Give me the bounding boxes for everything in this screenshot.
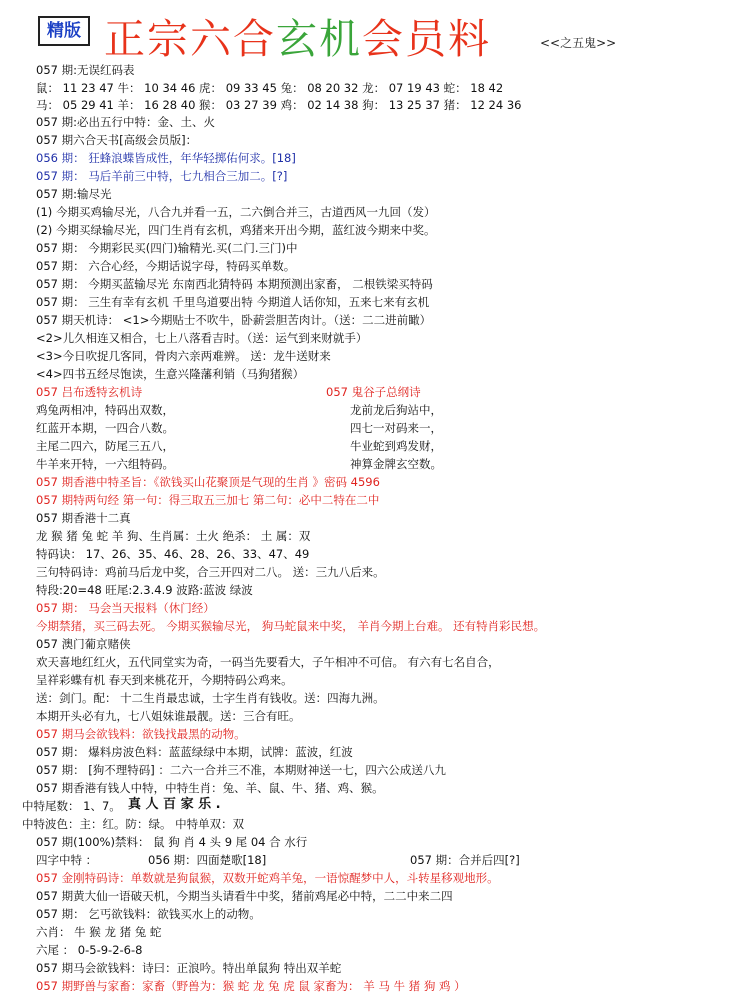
- text-line: 057 期： [狗不理特码] ：二六一合并三不准，本期财神送一七，四六公成送八九: [36, 763, 446, 777]
- text-line: 057 鬼谷子总纲诗: [326, 385, 421, 399]
- page-subtitle: <<之五鬼>>: [540, 36, 617, 50]
- text-line: 057 期(100%)禁料： 鼠 狗 肖 4 头 9 尾 04 合 水行: [36, 835, 308, 849]
- text-line: 057 吕布透特玄机诗: [36, 385, 143, 399]
- text-line: 057 期： 三生有幸有玄机 千里鸟道要出特 今期道人话你知，五来七来有玄机: [36, 295, 430, 309]
- text-line: 三句特码诗：鸡前马后龙中奖，合三开四对二八。 送：三九八后来。: [36, 565, 385, 579]
- text-line: 欢天喜地红红火，五代同堂实为奇，一码当先要看大，子午相冲不可信。 有六有七名自合，: [36, 655, 500, 669]
- text-line: 龙 猴 猪 兔 蛇 羊 狗、生肖属：土火 绝杀： 土 属：双: [36, 529, 311, 543]
- title-char: 六: [190, 15, 233, 63]
- title-char: 正: [104, 15, 147, 63]
- text-line: 牛羊来开特，一六组特码。: [36, 457, 174, 471]
- title-char: 料: [448, 15, 491, 63]
- text-line: 四字中特 ：: [36, 853, 98, 867]
- text-line: 牛业蛇到鸡发财，: [350, 439, 442, 453]
- text-line: 057 期： 爆料房波色料：蓝蓝绿绿中本期，试牌：蓝波，红波: [36, 745, 353, 759]
- title-char: 机: [319, 15, 362, 63]
- text-line: 056 期：四面楚歌[18]: [148, 853, 267, 867]
- title-char: 会: [362, 15, 405, 63]
- text-line: (2) 今期买绿输尽光，四门生肖有玄机，鸡猪来开出今期，蓝红波今期来中奖。: [36, 223, 436, 237]
- text-line: 龙前龙后狗站中，: [350, 403, 442, 417]
- text-line: 送：剑门。配： 十二生肖最忠诚，士字生肖有钱收。送：四海九洲。: [36, 691, 385, 705]
- text-line: 中特尾数： 1、7。: [22, 799, 121, 813]
- text-line: 057 期黄大仙一语破天机，今期当头请看牛中奖，猪前鸡尾必中特，二二中来二四: [36, 889, 453, 903]
- title-char: 合: [233, 15, 276, 63]
- page-header: [0, 0, 736, 62]
- text-line: 神算金牌玄空数。: [350, 457, 442, 471]
- text-line: 马： 05 29 41 羊： 16 28 40 猴： 03 27 39 鸡： 02 14 38 狗： 13 25 37 猪： 12 24 36: [36, 98, 522, 112]
- text-line: 057 期天机诗： <1>今期贴士不吹牛，卧薪尝胆苦肉计。（送：二二进前瞰）: [36, 313, 432, 327]
- text-line: 057 金刚特码诗：单数就是狗鼠猴，双数开蛇鸡羊兔，一语惊醒梦中人，斗转星移观地形。: [36, 871, 499, 885]
- text-line: 真 人 百 家 乐 .: [128, 797, 221, 812]
- text-line: 特码诀： 17、26、35、46、28、26、33、47、49: [36, 547, 310, 561]
- text-line: 六尾 ： 0-5-9-2-6-8: [36, 943, 143, 957]
- text-line: 057 期： 今期买蓝输尽光 东南西北猜特码 本期预测出家畜， 二根铁梁买特码: [36, 277, 433, 291]
- text-line: 057 期： 马会当天报料（休门经）: [36, 601, 215, 615]
- text-line: 本期开头必有九，七八姐妹谁最靓。送：三合有旺。: [36, 709, 301, 723]
- text-line: 057 期香港十二真: [36, 511, 131, 525]
- text-line: 鼠： 11 23 47 牛： 10 34 46 虎： 09 33 45 兔： 08 20 32 龙： 07 19 43 蛇： 18 42: [36, 81, 504, 95]
- text-line: 057 期:无误红码表: [36, 63, 135, 77]
- title-char: 员: [405, 15, 448, 63]
- text-line: 056 期： 狂蜂浪蝶皆成性，年华轻掷佑何求。[18]: [36, 151, 296, 165]
- text-line: 057 期特两句经 第一句：得三取五三加七 第二句：必中二特在二中: [36, 493, 380, 507]
- page-title: [104, 6, 491, 65]
- text-line: 057 期马会欲钱料：诗曰：正浪吟。特出单鼠狗 特出双羊蛇: [36, 961, 342, 975]
- text-line: 057 澳门葡京赌侠: [36, 637, 131, 651]
- text-line: 红蓝开本期，一四合八数。: [36, 421, 174, 435]
- text-line: 057 期： 乞丐欲钱料：欲钱买水上的动物。: [36, 907, 261, 921]
- text-line: 057 期:输尽光: [36, 187, 112, 201]
- text-line: 057 期： 今期彩民买(四门)输精光.买(二门.三门)中: [36, 241, 298, 255]
- text-line: 四七一对码来一，: [350, 421, 442, 435]
- text-line: 057 期六合天书[高级会员版]：: [36, 133, 198, 147]
- text-line: 呈祥彩蝶有机 春天到来桃花开，今期特码公鸡来。: [36, 673, 293, 687]
- text-line: 057 期香港中特圣旨：《欲钱买山花聚顶是气现的生肖 》密码 4596: [36, 475, 380, 489]
- text-line: 057 期香港有钱人中特，中特生肖：兔、羊、鼠、牛、猪、鸡、猴。: [36, 781, 384, 795]
- text-line: 057 期： 六合心经，今期话说字母，特码买单数。: [36, 259, 296, 273]
- text-line: 中特波色：主：红。防：绿。 中特单双：双: [22, 817, 245, 831]
- text-line: 057 期:必出五行中特：金、土、火: [36, 115, 215, 129]
- text-line: 今期禁猪，买三码去死。 今期买猴输尽光， 狗马蛇鼠来中奖， 羊肖今期上台难。 还有特肖彩民想。: [36, 619, 546, 633]
- text-line: 鸡兔两相冲，特码出双数，: [36, 403, 174, 417]
- text-line: 057 期野兽与家畜：家畜（野兽为：猴 蛇 龙 兔 虎 鼠 家畜为： 羊 马 牛 猪 狗 鸡 ）: [36, 979, 466, 993]
- text-line: 六肖： 牛 猴 龙 猪 兔 蛇: [36, 925, 162, 939]
- text-line: 057 期马会欲钱料：欲钱找最黑的动物。: [36, 727, 246, 741]
- text-line: (1) 今期买鸡输尽光，八合九并看一五，二六倒合并三，古道西风一九回（发）: [36, 205, 436, 219]
- text-line: 主尾二四六，防尾三五八，: [36, 439, 174, 453]
- text-line: <4>四书五经尽饱读，生意兴隆藩利销（马狗猪猴）: [36, 367, 305, 381]
- title-char: 玄: [276, 15, 319, 63]
- text-line: 057 期： 马后羊前三中特，七九相合三加二。[?]: [36, 169, 288, 183]
- text-line: <3>今日吹捉几客同，骨肉六亲两难辨。 送：龙牛送财来: [36, 349, 331, 363]
- text-line: 057 期：合并后四[?]: [410, 853, 520, 867]
- title-char: 宗: [147, 15, 190, 63]
- text-line: 特段:20=48 旺尾:2.3.4.9 波路:蓝波 绿波: [36, 583, 253, 597]
- edition-badge: 精版: [38, 16, 90, 46]
- text-line: <2>儿久相连又相合，七上八落看吉时。（送：运气到来财就手）: [36, 331, 368, 345]
